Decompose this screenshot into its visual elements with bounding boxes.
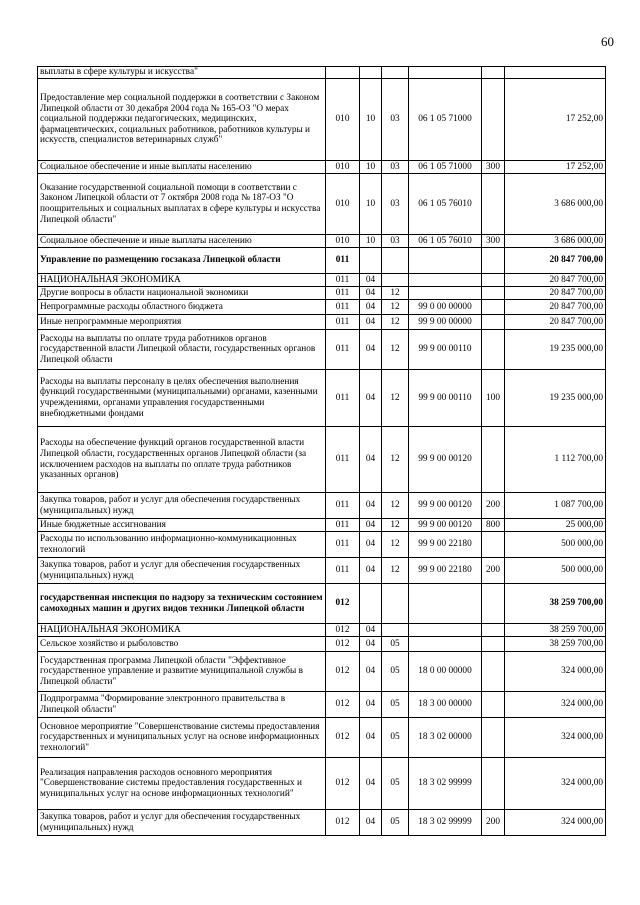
admin-code: 012 <box>326 637 360 652</box>
table-row <box>38 370 606 427</box>
section-code: 04 <box>360 624 382 637</box>
expense-type-code <box>482 652 505 692</box>
section-code: 04 <box>360 718 382 758</box>
expense-type-code <box>482 274 505 287</box>
table-row <box>38 758 606 810</box>
subsection-code: 12 <box>382 532 409 558</box>
amount: 500 000,00 <box>505 532 606 558</box>
subsection-code: 05 <box>382 637 409 652</box>
target-article-code: 99 9 00 00000 <box>409 315 482 330</box>
target-article-code: 18 3 02 99999 <box>409 758 482 810</box>
admin-code: 011 <box>326 519 360 532</box>
expense-type-code <box>482 79 505 161</box>
amount: 324 000,00 <box>505 718 606 758</box>
target-article-code: 18 0 00 00000 <box>409 652 482 692</box>
admin-code: 011 <box>326 287 360 300</box>
table-row <box>38 810 606 836</box>
subsection-code: 12 <box>382 558 409 584</box>
admin-code: 012 <box>326 584 360 624</box>
expense-type-code <box>482 532 505 558</box>
expense-name: Непрограммные расходы областного бюджета <box>38 300 326 315</box>
expense-name: НАЦИОНАЛЬНАЯ ЭКОНОМИКА <box>38 624 326 637</box>
amount: 1 112 700,00 <box>505 427 606 493</box>
section-code: 04 <box>360 519 382 532</box>
section-code: 10 <box>360 235 382 248</box>
subsection-code: 05 <box>382 810 409 836</box>
expense-name: государственная инспекция по надзору за техническим состоянием самоходных машин и других видов техники Липецкой области <box>38 584 326 624</box>
subsection-code: 12 <box>382 519 409 532</box>
table-row <box>38 584 606 624</box>
expense-name: Расходы на выплаты персоналу в целях обеспечения выполнения функций государственными (муниципальными) органами, казенными учреждениями, органами управления государственными внебюджетными фондами <box>38 370 326 427</box>
section-code: 04 <box>360 287 382 300</box>
table-row <box>38 652 606 692</box>
amount: 324 000,00 <box>505 758 606 810</box>
expense-type-code <box>482 330 505 370</box>
expense-name: Управление по размещению госзаказа Липецкой области <box>38 248 326 274</box>
amount: 324 000,00 <box>505 692 606 718</box>
target-article-code: 99 9 00 00110 <box>409 330 482 370</box>
admin-code: 011 <box>326 370 360 427</box>
subsection-code: 03 <box>382 235 409 248</box>
admin-code: 012 <box>326 810 360 836</box>
expense-name: Расходы на обеспечение функций органов государственной власти Липецкой области, государственных органов Липецкой области (за исключением расходов на выплаты по оплате труда работников указанных органов) <box>38 427 326 493</box>
table-row <box>38 79 606 161</box>
subsection-code <box>382 67 409 79</box>
section-code: 04 <box>360 300 382 315</box>
subsection-code: 12 <box>382 427 409 493</box>
amount: 324 000,00 <box>505 652 606 692</box>
expense-name: Предоставление мер социальной поддержки в соответствии с Законом Липецкой области от 30 декабря 2004 года № 165-ОЗ "О мерах социальной поддержки педагогических, медицинских, фармацевтических, социальных работников, работников культуры и искусств, специалистов ветеринарных служб" <box>38 79 326 161</box>
admin-code: 012 <box>326 692 360 718</box>
amount: 20 847 700,00 <box>505 300 606 315</box>
target-article-code: 99 0 00 00000 <box>409 300 482 315</box>
section-code: 04 <box>360 810 382 836</box>
admin-code: 011 <box>326 427 360 493</box>
target-article-code: 99 9 00 00110 <box>409 370 482 427</box>
expense-type-code: 200 <box>482 558 505 584</box>
table-row <box>38 300 606 315</box>
subsection-code: 05 <box>382 652 409 692</box>
expense-name: Иные бюджетные ассигнования <box>38 519 326 532</box>
expense-type-code: 300 <box>482 161 505 174</box>
expense-name: Закупка товаров, работ и услуг для обеспечения государственных (муниципальных) нужд <box>38 810 326 836</box>
expense-type-code <box>482 248 505 274</box>
target-article-code: 06 1 05 76010 <box>409 235 482 248</box>
section-code: 04 <box>360 558 382 584</box>
amount <box>505 67 606 79</box>
section-code <box>360 248 382 274</box>
section-code: 04 <box>360 315 382 330</box>
section-code: 10 <box>360 174 382 235</box>
amount: 500 000,00 <box>505 558 606 584</box>
expense-type-code: 800 <box>482 519 505 532</box>
subsection-code <box>382 624 409 637</box>
section-code: 04 <box>360 637 382 652</box>
expense-name: Иные непрограммные мероприятия <box>38 315 326 330</box>
table-row <box>38 330 606 370</box>
admin-code: 010 <box>326 79 360 161</box>
admin-code: 011 <box>326 493 360 519</box>
subsection-code: 05 <box>382 692 409 718</box>
expense-name: Социальное обеспечение и иные выплаты населению <box>38 235 326 248</box>
admin-code: 010 <box>326 161 360 174</box>
target-article-code <box>409 637 482 652</box>
subsection-code: 05 <box>382 718 409 758</box>
amount: 324 000,00 <box>505 810 606 836</box>
target-article-code <box>409 274 482 287</box>
section-code: 04 <box>360 330 382 370</box>
target-article-code <box>409 287 482 300</box>
admin-code <box>326 67 360 79</box>
target-article-code <box>409 584 482 624</box>
amount: 38 259 700,00 <box>505 637 606 652</box>
target-article-code: 18 3 02 99999 <box>409 810 482 836</box>
expense-name: Реализация направления расходов основного мероприятия "Совершенствование системы предоставления государственных и муниципальных услуг на основе информационных технологий" <box>38 758 326 810</box>
expense-name: Основное мероприятие "Совершенствование системы предоставления государственных и муниципальных услуг на основе информационных технологий" <box>38 718 326 758</box>
table-row <box>38 287 606 300</box>
section-code: 04 <box>360 274 382 287</box>
section-code: 04 <box>360 427 382 493</box>
admin-code: 010 <box>326 235 360 248</box>
amount: 1 087 700,00 <box>505 493 606 519</box>
admin-code: 012 <box>326 652 360 692</box>
expense-type-code <box>482 692 505 718</box>
admin-code: 011 <box>326 300 360 315</box>
target-article-code <box>409 248 482 274</box>
subsection-code: 12 <box>382 300 409 315</box>
expense-type-code: 200 <box>482 493 505 519</box>
table-row <box>38 519 606 532</box>
amount: 3 686 000,00 <box>505 174 606 235</box>
expense-type-code <box>482 758 505 810</box>
expense-type-code <box>482 315 505 330</box>
admin-code: 011 <box>326 330 360 370</box>
expense-name: Сельское хозяйство и рыболовство <box>38 637 326 652</box>
amount: 17 252,00 <box>505 79 606 161</box>
admin-code: 012 <box>326 624 360 637</box>
section-code <box>360 67 382 79</box>
section-code: 04 <box>360 758 382 810</box>
expense-type-code: 200 <box>482 810 505 836</box>
expense-name: Закупка товаров, работ и услуг для обеспечения государственных (муниципальных) нужд <box>38 558 326 584</box>
amount: 25 000,00 <box>505 519 606 532</box>
subsection-code: 12 <box>382 330 409 370</box>
table-row <box>38 427 606 493</box>
expense-name: Расходы по использованию информационно-коммуникационных технологий <box>38 532 326 558</box>
subsection-code <box>382 274 409 287</box>
amount: 38 259 700,00 <box>505 584 606 624</box>
target-article-code: 18 3 00 00000 <box>409 692 482 718</box>
amount: 20 847 700,00 <box>505 287 606 300</box>
table-row <box>38 718 606 758</box>
expense-name: Расходы на выплаты по оплате труда работников органов государственной власти Липецкой области, государственных органов Липецкой области <box>38 330 326 370</box>
expense-name: Другие вопросы в области национальной экономики <box>38 287 326 300</box>
section-code: 04 <box>360 652 382 692</box>
subsection-code <box>382 248 409 274</box>
table-row <box>38 624 606 637</box>
admin-code: 011 <box>326 274 360 287</box>
subsection-code: 05 <box>382 758 409 810</box>
target-article-code: 06 1 05 76010 <box>409 174 482 235</box>
page-number: 60 <box>601 34 614 49</box>
expense-type-code <box>482 287 505 300</box>
admin-code: 012 <box>326 758 360 810</box>
table-row <box>38 174 606 235</box>
table-row <box>38 692 606 718</box>
admin-code: 010 <box>326 174 360 235</box>
table-row <box>38 532 606 558</box>
target-article-code: 99 9 00 00120 <box>409 519 482 532</box>
subsection-code: 12 <box>382 493 409 519</box>
budget-table <box>37 66 606 836</box>
amount: 3 686 000,00 <box>505 235 606 248</box>
amount: 19 235 000,00 <box>505 330 606 370</box>
expense-type-code <box>482 624 505 637</box>
table-row <box>38 558 606 584</box>
budget-table-body <box>38 67 606 836</box>
expense-type-code <box>482 67 505 79</box>
expense-name: Подпрограмма "Формирование электронного правительства в Липецкой области" <box>38 692 326 718</box>
expense-name: Государственная программа Липецкой области "Эффективное государственное управление и развитие муниципальной службы в Липецкой области" <box>38 652 326 692</box>
section-code: 04 <box>360 493 382 519</box>
admin-code: 011 <box>326 315 360 330</box>
target-article-code: 06 1 05 71000 <box>409 161 482 174</box>
expense-type-code <box>482 718 505 758</box>
subsection-code: 12 <box>382 315 409 330</box>
expense-name: выплаты в сфере культуры и искусства" <box>38 67 326 79</box>
expense-type-code: 100 <box>482 370 505 427</box>
table-row <box>38 493 606 519</box>
subsection-code: 03 <box>382 174 409 235</box>
subsection-code: 12 <box>382 370 409 427</box>
table-row <box>38 637 606 652</box>
section-code: 10 <box>360 161 382 174</box>
target-article-code: 06 1 05 71000 <box>409 79 482 161</box>
section-code <box>360 584 382 624</box>
section-code: 10 <box>360 79 382 161</box>
target-article-code: 99 9 00 00120 <box>409 493 482 519</box>
admin-code: 011 <box>326 248 360 274</box>
subsection-code: 03 <box>382 79 409 161</box>
expense-type-code <box>482 637 505 652</box>
expense-type-code: 300 <box>482 235 505 248</box>
target-article-code: 99 9 00 00120 <box>409 427 482 493</box>
amount: 19 235 000,00 <box>505 370 606 427</box>
expense-type-code <box>482 174 505 235</box>
expense-name: Социальное обеспечение и иные выплаты населению <box>38 161 326 174</box>
expense-name: НАЦИОНАЛЬНАЯ ЭКОНОМИКА <box>38 274 326 287</box>
table-row <box>38 248 606 274</box>
section-code: 04 <box>360 532 382 558</box>
expense-type-code <box>482 300 505 315</box>
target-article-code: 99 9 00 22180 <box>409 558 482 584</box>
admin-code: 012 <box>326 718 360 758</box>
admin-code: 011 <box>326 558 360 584</box>
admin-code: 011 <box>326 532 360 558</box>
section-code: 04 <box>360 370 382 427</box>
subsection-code: 03 <box>382 161 409 174</box>
table-row <box>38 67 606 79</box>
amount: 20 847 700,00 <box>505 315 606 330</box>
target-article-code: 99 9 00 22180 <box>409 532 482 558</box>
target-article-code: 18 3 02 00000 <box>409 718 482 758</box>
expense-name: Оказание государственной социальной помощи в соответствии с Законом Липецкой области от 7 октября 2008 года № 187-ОЗ "О поощрительных и социальных выплатах в сфере культуры и искусства Липецкой области" <box>38 174 326 235</box>
expense-type-code <box>482 584 505 624</box>
subsection-code <box>382 584 409 624</box>
amount: 38 259 700,00 <box>505 624 606 637</box>
amount: 20 847 700,00 <box>505 274 606 287</box>
table-row <box>38 315 606 330</box>
amount: 17 252,00 <box>505 161 606 174</box>
subsection-code: 12 <box>382 287 409 300</box>
table-row <box>38 274 606 287</box>
target-article-code <box>409 624 482 637</box>
amount: 20 847 700,00 <box>505 248 606 274</box>
table-row <box>38 161 606 174</box>
expense-name: Закупка товаров, работ и услуг для обеспечения государственных (муниципальных) нужд <box>38 493 326 519</box>
section-code: 04 <box>360 692 382 718</box>
table-row <box>38 235 606 248</box>
expense-type-code <box>482 427 505 493</box>
target-article-code <box>409 67 482 79</box>
